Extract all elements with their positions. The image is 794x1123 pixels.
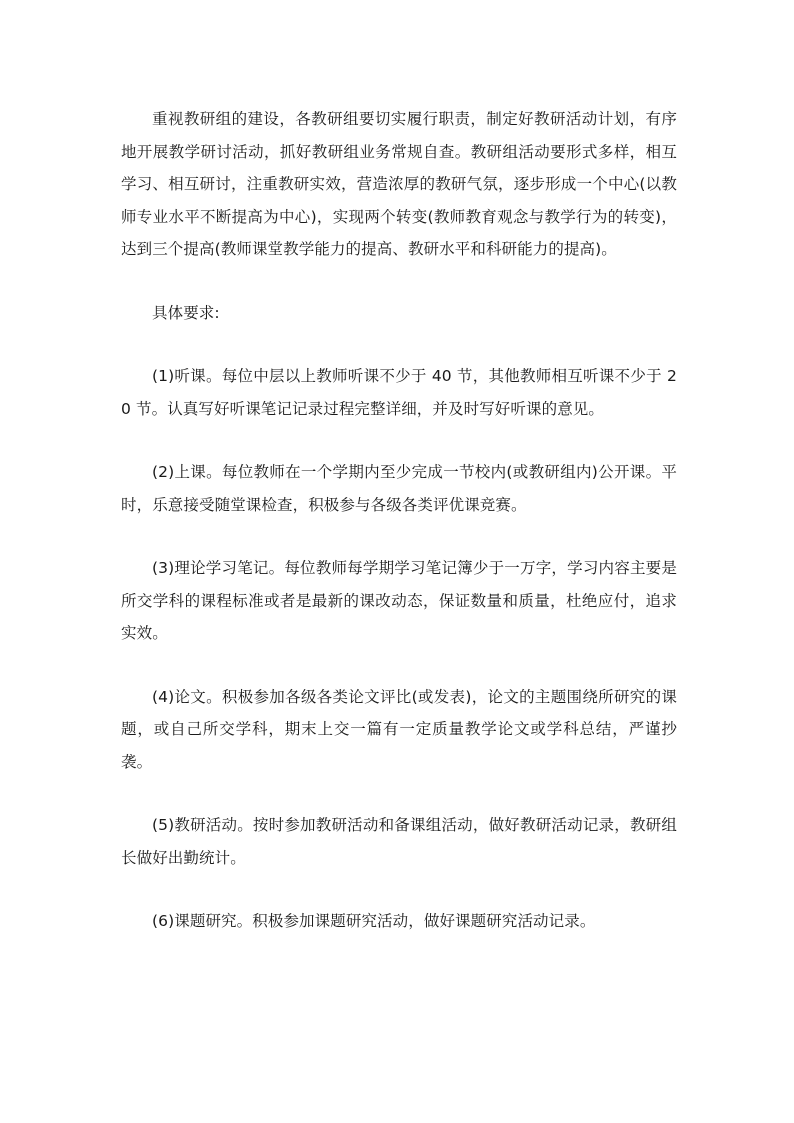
paragraph-item-1-lesson-observation: (1)听课。每位中层以上教师听课不少于 40 节，其他教师相互听课不少于 20 节。认真写好听课笔记记录过程完整详细，并及时写好听课的意见。 — [121, 367, 677, 418]
paragraph-item-4-papers: (4)论文。积极参加各级各类论文评比(或发表)，论文的主题围绕所研究的课题，或自己所交学科，期末上交一篇有一定质量教学论文或学科总结，严谨抄袭。 — [121, 687, 677, 771]
paragraph-item-3-study-notes: (3)理论学习笔记。每位教师每学期学习笔记簿少于一万字，学习内容主要是所交学科的课程标准或者是最新的课改动态，保证数量和质量，杜绝应付，追求实效。 — [121, 559, 677, 642]
paragraph-requirements-heading: 具体要求: — [152, 303, 220, 322]
paragraph-item-6-project-research: (6)课题研究。积极参加课题研究活动，做好课题研究活动记录。 — [152, 912, 596, 930]
paragraph-item-5-research-activities: (5)教研活动。按时参加教研活动和备课组活动，做好教研活动记录，教研组长做好出勤统计。 — [121, 816, 677, 867]
paragraph-intro: 重视教研组的建设，各教研组要切实履行职责，制定好教研活动计划，有序地开展教学研讨活动，抓好教研组业务常规自查。教研组活动要形式多样，相互学习、相互研讨，注重教研实效，营造浓厚的教研气氛，逐步形成一个中心(以教师专业水平不断提高为中心)，实现两个转变(教师教育观念与教学行为的转变)，达到三个提高(教师课堂教学能力的提高、教研水平和科研能力的提高)。 — [121, 110, 677, 258]
document-body — [121, 103, 677, 969]
paragraph-item-2-teaching: (2)上课。每位教师在一个学期内至少完成一节校内(或教研组内)公开课。平时，乐意接受随堂课检查，积极参与各级各类评优课竞赛。 — [121, 463, 677, 514]
